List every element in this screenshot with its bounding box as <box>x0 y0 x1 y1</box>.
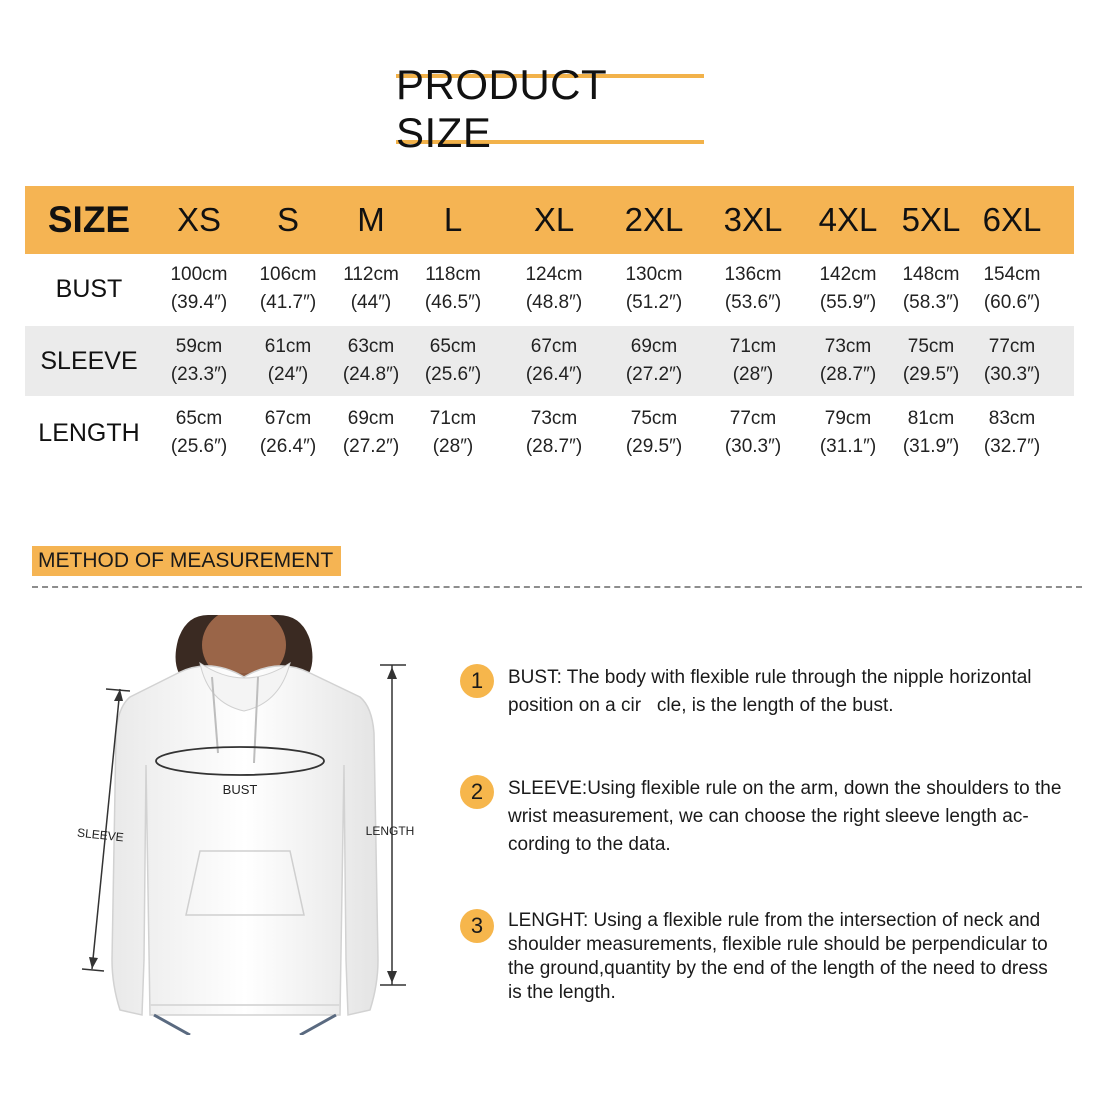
table-cell <box>695 261 811 317</box>
cell-cm-value: 142cm <box>819 264 877 285</box>
table-cell <box>885 261 977 317</box>
cell-inch-value: (32.7″) <box>983 436 1041 457</box>
table-cell <box>977 405 1047 461</box>
step-text: LENGHT: Using a flexible rule from the intersection of neck and shoulder measurements, flexible rule should be perpendicular to the ground,quantity by the end of the length of the need to dress is the length. <box>508 910 1048 1003</box>
cell-inch-value: (27.2″) <box>342 436 400 457</box>
cell-inch-value: (28.7″) <box>525 436 583 457</box>
bust-label: BUST <box>222 782 258 797</box>
cell-cm-value: 63cm <box>347 336 395 357</box>
cell-cm-value: 112cm <box>343 264 399 285</box>
table-cell <box>695 405 811 461</box>
table-cell <box>811 405 885 461</box>
cell-inch-value: (26.4″) <box>259 436 317 457</box>
cell-cm-value: 65cm <box>429 336 477 357</box>
step-number-badge: 1 <box>460 664 494 698</box>
table-cell <box>331 333 411 389</box>
table-cell <box>331 405 411 461</box>
cell-cm-value: 75cm <box>907 336 955 357</box>
size-header-cell: 4XL <box>818 201 878 238</box>
cell-inch-value: (31.1″) <box>819 436 877 457</box>
cell-inch-value: (41.7″) <box>259 292 317 313</box>
cell-cm-value: 148cm <box>902 264 960 285</box>
size-header-cell: M <box>357 201 385 238</box>
cell-cm-value: 130cm <box>625 264 683 285</box>
size-header-cell: 3XL <box>723 201 783 238</box>
cell-inch-value: (48.8″) <box>525 292 583 313</box>
table-cell <box>245 261 331 317</box>
cell-cm-value: 65cm <box>175 408 223 429</box>
page-title <box>396 61 704 156</box>
step-number-badge: 2 <box>460 775 494 809</box>
cell-cm-value: 77cm <box>729 408 777 429</box>
cell-inch-value: (30.3″) <box>983 364 1041 385</box>
cell-cm-value: 73cm <box>530 408 578 429</box>
table-cell <box>977 261 1047 317</box>
table-cell <box>613 333 695 389</box>
step-number-badge: 3 <box>460 909 494 943</box>
table-cell <box>495 405 613 461</box>
size-table <box>25 186 1074 468</box>
cell-cm-value: 59cm <box>175 336 223 357</box>
cell-cm-value: 106cm <box>259 264 317 285</box>
length-label: LENGTH <box>365 824 415 838</box>
cell-cm-value: 67cm <box>264 408 312 429</box>
method-heading: METHOD OF MEASUREMENT <box>32 546 341 576</box>
cell-inch-value: (24″) <box>267 364 309 385</box>
table-cell <box>411 333 495 389</box>
table-cell <box>153 261 245 317</box>
sleeve-label: SLEEVE <box>76 825 125 845</box>
table-row <box>25 254 1074 324</box>
cell-inch-value: (60.6″) <box>983 292 1041 313</box>
cell-cm-value: 79cm <box>824 408 872 429</box>
cell-cm-value: 124cm <box>525 264 583 285</box>
cell-inch-value: (30.3″) <box>724 436 782 457</box>
cell-inch-value: (25.6″) <box>424 364 482 385</box>
hoodie-measurement-figure <box>60 615 430 1035</box>
cell-cm-value: 75cm <box>630 408 678 429</box>
cell-cm-value: 83cm <box>988 408 1036 429</box>
row-label-sleeve: SLEEVE <box>40 347 138 375</box>
cell-cm-value: 77cm <box>988 336 1036 357</box>
cell-cm-value: 100cm <box>170 264 228 285</box>
table-cell <box>885 405 977 461</box>
table-cell <box>331 261 411 317</box>
table-cell <box>695 333 811 389</box>
table-row <box>25 398 1074 468</box>
cell-inch-value: (27.2″) <box>625 364 683 385</box>
table-cell <box>411 261 495 317</box>
table-cell <box>411 405 495 461</box>
row-label-length: LENGTH <box>38 419 140 447</box>
size-header-cell: XL <box>533 201 575 238</box>
cell-cm-value: 73cm <box>824 336 872 357</box>
cell-inch-value: (24.8″) <box>342 364 400 385</box>
table-cell <box>613 405 695 461</box>
cell-inch-value: (53.6″) <box>724 292 782 313</box>
table-cell <box>885 333 977 389</box>
cell-inch-value: (46.5″) <box>424 292 482 313</box>
cell-inch-value: (23.3″) <box>170 364 228 385</box>
table-cell <box>613 261 695 317</box>
size-column-label: SIZE <box>47 199 131 240</box>
table-cell <box>495 261 613 317</box>
table-cell <box>495 333 613 389</box>
cell-inch-value: (51.2″) <box>625 292 683 313</box>
cell-cm-value: 67cm <box>530 336 578 357</box>
cell-cm-value: 71cm <box>429 408 477 429</box>
cell-cm-value: 69cm <box>630 336 678 357</box>
cell-inch-value: (55.9″) <box>819 292 877 313</box>
cell-inch-value: (28″) <box>432 436 474 457</box>
cell-inch-value: (58.3″) <box>902 292 960 313</box>
table-cell <box>245 333 331 389</box>
table-cell <box>245 405 331 461</box>
size-header-cell: S <box>276 201 299 238</box>
cell-inch-value: (39.4″) <box>170 292 228 313</box>
step-text: BUST: The body with flexible rule through the nipple horizontal position on a cir cle, is the length of the bust. <box>508 667 1032 716</box>
cell-inch-value: (29.5″) <box>625 436 683 457</box>
cell-cm-value: 81cm <box>907 408 955 429</box>
table-cell <box>153 333 245 389</box>
cell-inch-value: (28″) <box>732 364 774 385</box>
cell-inch-value: (31.9″) <box>902 436 960 457</box>
cell-inch-value: (28.7″) <box>819 364 877 385</box>
cell-cm-value: 154cm <box>983 264 1041 285</box>
cell-inch-value: (44″) <box>350 292 392 313</box>
dashed-divider <box>32 586 1082 588</box>
cell-cm-value: 61cm <box>264 336 312 357</box>
size-header-cell: 6XL <box>982 201 1042 238</box>
table-cell <box>811 261 885 317</box>
cell-inch-value: (25.6″) <box>170 436 228 457</box>
cell-cm-value: 118cm <box>425 264 481 285</box>
size-header-cell: XS <box>176 201 222 238</box>
cell-cm-value: 71cm <box>729 336 777 357</box>
cell-cm-value: 69cm <box>347 408 395 429</box>
cell-cm-value: 136cm <box>724 264 782 285</box>
cell-inch-value: (29.5″) <box>902 364 960 385</box>
table-cell <box>977 333 1047 389</box>
row-label-bust: BUST <box>55 275 123 303</box>
size-header-cell: L <box>443 201 463 238</box>
size-header-cell: 2XL <box>624 201 684 238</box>
hoodie-image <box>112 663 378 1035</box>
step-text: SLEEVE:Using flexible rule on the arm, down the shoulders to the wrist measurement, we can choose the right sleeve length ac- cording to the data. <box>508 778 1062 855</box>
table-cell <box>811 333 885 389</box>
page-title-text: PRODUCT SIZE <box>396 61 607 156</box>
size-table-header <box>25 186 1074 254</box>
table-row <box>25 326 1074 396</box>
cell-inch-value: (26.4″) <box>525 364 583 385</box>
size-header-cell: 5XL <box>901 201 961 238</box>
table-cell <box>153 405 245 461</box>
